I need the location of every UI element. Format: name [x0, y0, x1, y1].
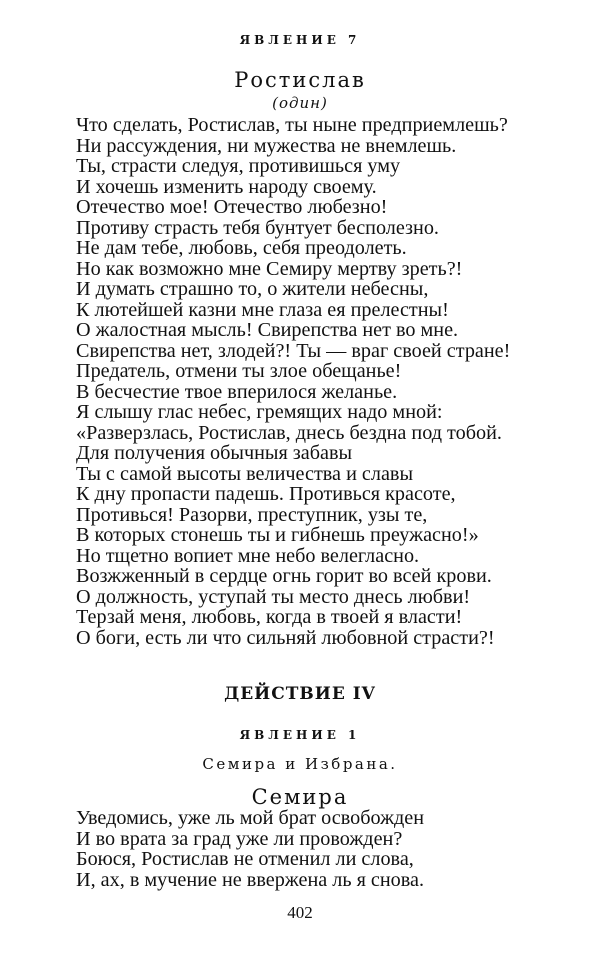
verse-line: Я слышу глас небес, гремящих надо мной: — [76, 401, 443, 423]
verse-line: В которых стонешь ты и гибнешь преужасно!» — [76, 524, 479, 546]
verse-line: Не дам тебе, любовь, себя преодолеть. — [76, 237, 407, 259]
page-number: 402 — [287, 903, 313, 922]
verse-line: Для получения обычныя забавы — [76, 442, 353, 464]
verse-line: О жалостная мысль! Свирепства нет во мне. — [76, 319, 459, 341]
verse-line: И во врата за град уже ли провожден? — [76, 827, 403, 850]
verse-line: Возжженный в сердце огнь горит во всей крови. — [76, 565, 492, 587]
verse-line: Уведомись, уже ль мой брат освобожден — [76, 807, 425, 829]
scene-1-speaker: Семира — [251, 785, 349, 809]
verse-line: К лютейшей казни мне глаза ея прелестны! — [76, 298, 449, 321]
verse-line: О боги, есть ли что сильняй любовной страсти?! — [76, 626, 495, 649]
scene-1-heading: ЯВЛЕНИЕ 1 — [239, 728, 361, 742]
verse-line: Ты, страсти следуя, противишься уму — [76, 155, 401, 177]
verse-line: И думать страшно то, о жители небесны, — [76, 278, 429, 300]
verse-line: И, ах, в мучение не ввержена ль я снова. — [76, 868, 425, 891]
verse-line: О должность, уступай ты место днесь любви! — [76, 585, 471, 608]
scene-1-characters: Семира и Избрана. — [202, 755, 398, 773]
verse-line: Противься! Разорви, преступник, узы те, — [76, 503, 428, 526]
verse-line: Свирепства нет, злодей?! Ты — враг своей стране! — [76, 339, 511, 362]
verse-line: Ни рассуждения, ни мужества не внемлешь. — [76, 134, 457, 157]
verse-line: И хочешь изменить народу своему. — [76, 175, 377, 198]
verse-line: Отечество мое! Отечество любезно! — [76, 196, 388, 218]
verse-line: Предатель, отмени ты злое обещанье! — [76, 360, 402, 382]
verse-line: В бесчестие твое вперилося желанье. — [76, 380, 398, 403]
verse-line: «Разверзлась, Ростислав, днесь бездна под тобой. — [76, 421, 502, 444]
act-heading: ДЕЙСТВИЕ IV — [224, 684, 376, 704]
scene-7-stage-direction: (один) — [272, 94, 328, 112]
verse-line: Терзай меня, любовь, когда в твоей я власти! — [76, 606, 463, 628]
verse-line: Боюся, Ростислав не отменил ли слова, — [76, 848, 414, 870]
scene-1-dialogue — [76, 808, 546, 890]
verse-line: Но тщетно вопиет мне небо велегласно. — [76, 544, 420, 567]
verse-line: К дну пропасти падешь. Противься красоте, — [76, 483, 456, 505]
scene-7-heading: ЯВЛЕНИЕ 7 — [239, 33, 361, 47]
scene-7-monologue — [76, 115, 546, 648]
verse-line: Что сделать, Ростислав, ты ныне предприемлешь? — [76, 114, 508, 136]
verse-line: Противу страсть тебя бунтует бесполезно. — [76, 216, 439, 239]
verse-line: Но как возможно мне Семиру мертву зреть?! — [76, 257, 463, 280]
verse-line: Ты с самой высоты величества и славы — [76, 462, 414, 485]
scene-7-speaker: Ростислав — [234, 68, 366, 92]
